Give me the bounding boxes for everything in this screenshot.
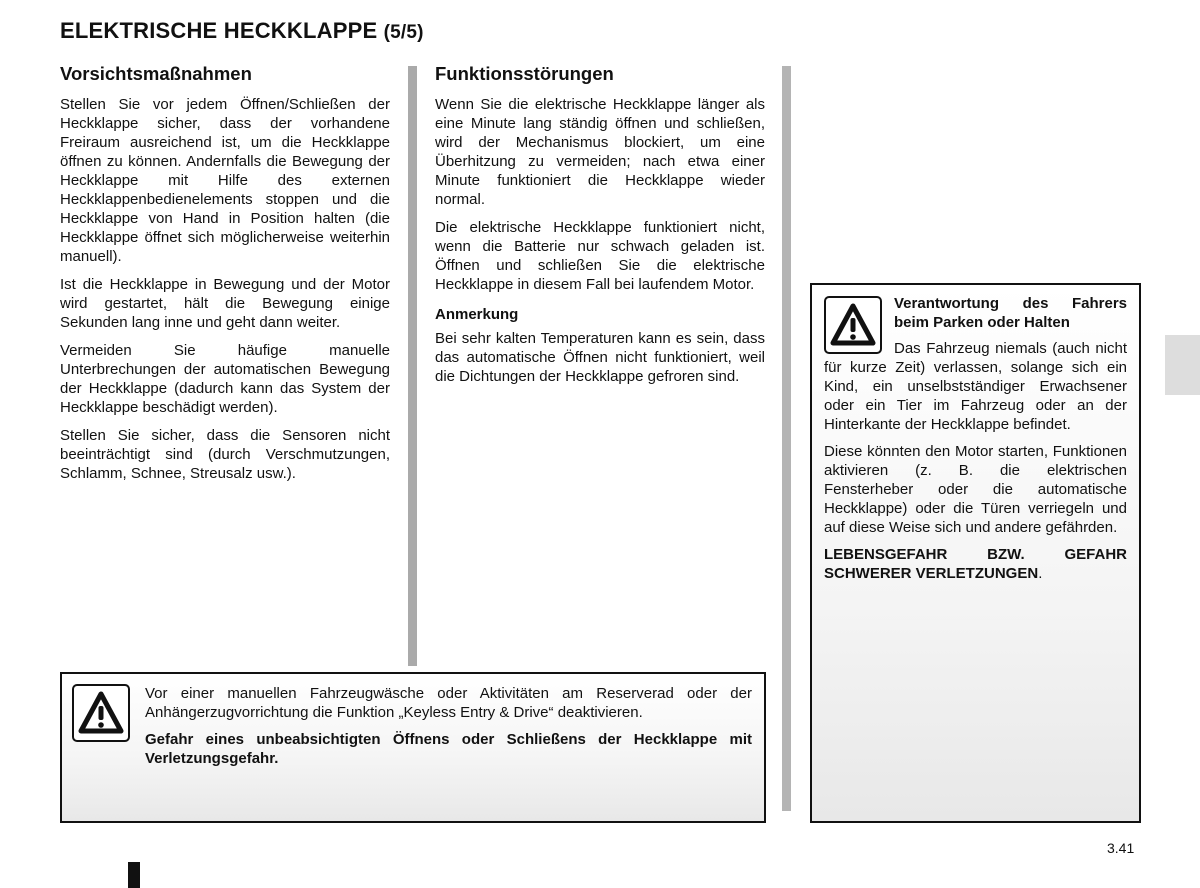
paragraph: Stellen Sie vor jedem Öffnen/Schließen der Heckklappe sicher, dass der vorhandene Freiraum ausreichend ist, um die Heckklappe öffnen zu können. Andernfalls die Bewegung der Heckklappe mit Hilfe des externen Heckklappenbedienelements stoppen und die Heckklappe von Hand in Position halten (die Heckklappe öffnet sich möglicherweise weiterhin manuell). bbox=[60, 96, 390, 265]
page-number: 3.41 bbox=[1107, 840, 1135, 856]
paragraph: Die elektrische Heckklappe funktioniert nicht, wenn die Batterie nur schwach geladen ist. Öffnen und schließen Sie die elektrische Heckklappe in diesem Fall bei laufendem Motor. bbox=[435, 219, 765, 293]
warning-text: Diese könnten den Motor starten, Funktionen aktivieren (z. B. die elektrischen Fensterheber oder die automatische Heckklappe) oder die Türen verriegeln und auf diese Weise sich und andere gefährden. bbox=[824, 443, 1127, 536]
page-title bbox=[60, 18, 424, 44]
warning-danger-text: LEBENSGEFAHR BZW. GEFAHR SCHWERER VERLETZUNGEN bbox=[824, 546, 1127, 582]
column-divider bbox=[782, 66, 791, 811]
section-heading-malfunctions: Funktionsstörungen bbox=[435, 63, 614, 84]
left-column bbox=[60, 63, 390, 492]
paragraph: Wenn Sie die elektrische Heckklappe länger als eine Minute lang ständig öffnen und schließen, wird der Mechanismus blockiert, um eine Überhitzung zu vermeiden; nach etwa einer Minute funktioniert die Heckklappe wieder normal. bbox=[435, 96, 765, 208]
warning-text: Das Fahrzeug niemals (auch nicht für kurze Zeit) verlassen, solange sich ein Kind, ein unselbstständiger Erwachsener oder ein Tier im Fahrzeug oder an der Hinterkante der Heckklappe befindet. bbox=[824, 340, 1127, 433]
paragraph: Ist die Heckklappe in Bewegung und der Motor wird gestartet, hält die Bewegung einige Sekunden lang inne und geht dann weiter. bbox=[60, 276, 390, 331]
note-text: Bei sehr kalten Temperaturen kann es sein, dass das automatische Öffnen nicht funktioniert, weil die Dichtungen der Heckklappe gefroren sind. bbox=[435, 330, 765, 385]
warning-triangle-icon bbox=[72, 684, 130, 742]
warning-triangle-icon bbox=[824, 296, 882, 354]
paragraph: Stellen Sie sicher, dass die Sensoren nicht beeinträchtigt sind (durch Verschmutzungen, Schlamm, Schnee, Streusalz usw.). bbox=[60, 427, 390, 482]
title-main: ELEKTRISCHE HECKKLAPPE bbox=[60, 18, 378, 43]
column-divider bbox=[408, 66, 417, 666]
warning-emphasis bbox=[824, 545, 1127, 583]
middle-column bbox=[435, 63, 765, 395]
title-part: (5/5) bbox=[383, 22, 424, 43]
warning-danger-text: Gefahr eines unbeabsichtigten Öffnens oder Schließens der Heckklappe mit Verletzungsgefahr. bbox=[145, 731, 752, 767]
section-heading-precautions: Vorsichtsmaßnahmen bbox=[60, 63, 252, 84]
chapter-tab bbox=[1165, 335, 1200, 395]
paragraph: Vermeiden Sie häufige manuelle Unterbrechungen der automatischen Bewegung der Heckklappe (dadurch kann das System der Heckklappe beschädigt werden). bbox=[60, 342, 390, 416]
crop-mark bbox=[128, 862, 140, 888]
warning-heading: Verantwortung des Fahrers beim Parken oder Halten bbox=[894, 295, 1127, 331]
driver-responsibility-warning bbox=[810, 283, 1141, 823]
keyless-warning bbox=[60, 672, 766, 823]
period: . bbox=[1038, 565, 1043, 582]
note-heading: Anmerkung bbox=[435, 306, 519, 323]
warning-text: Vor einer manuellen Fahrzeugwäsche oder Aktivitäten am Reserverad oder der Anhängerzugvorrichtung die Funktion „Keyless Entry & Drive“ deaktivieren. bbox=[145, 685, 752, 721]
